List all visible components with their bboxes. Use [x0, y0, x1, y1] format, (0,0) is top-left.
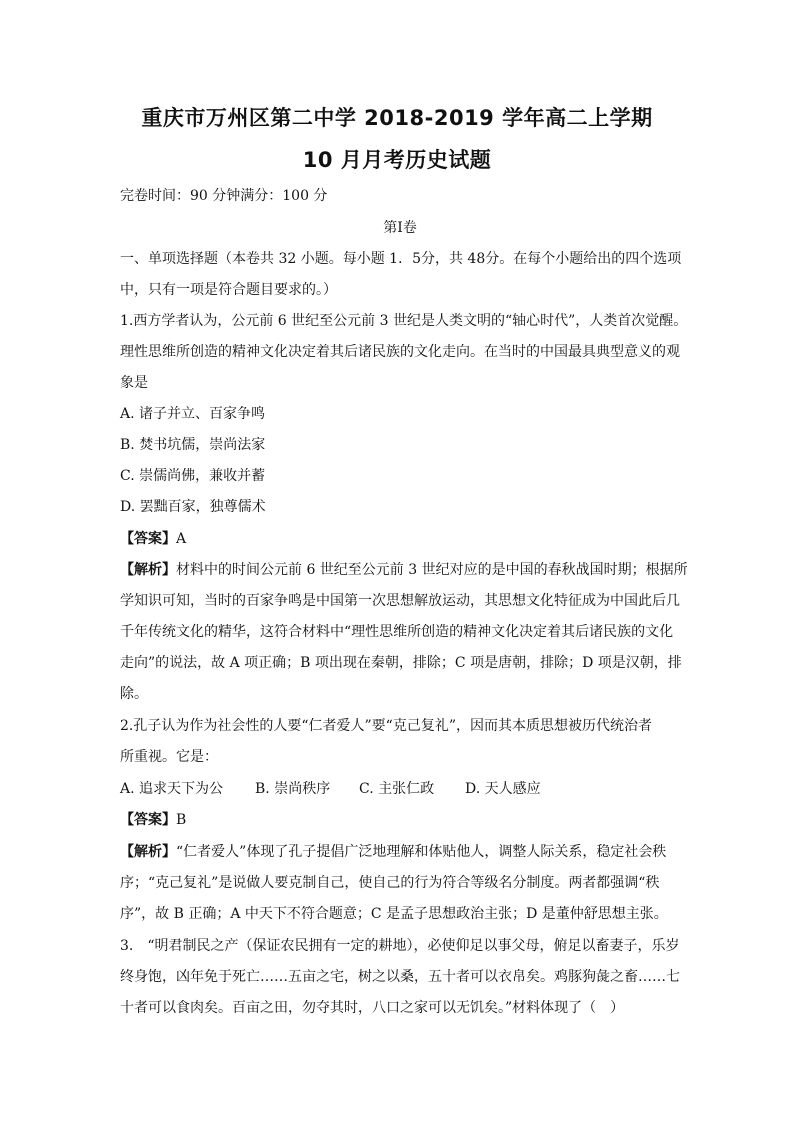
q2-analysis-line: 序；“克己复礼”是说做人要克制自己，使自己的行为符合等级名分制度。两者都强调“秩 — [120, 875, 660, 891]
q2-option-b: B. 崇尚秩序 — [255, 781, 331, 797]
q2-option-a: A. 追求天下为公 — [120, 781, 224, 797]
analysis-text: 材料中的时间公元前 6 世纪至公元前 3 世纪对应的是中国的春秋战国时期；根据所 — [176, 562, 688, 578]
page-title-line1: 重庆市万州区第二中学 2018-2019 学年高二上学期 — [141, 106, 653, 130]
q2-stem-line: 2.孔子认为作为社会性的人要“仁者爱人”要“克己复礼”，因而其本质思想被历代统治者 — [120, 718, 652, 734]
q3-stem-line: 终身饱，凶年免于死亡……五亩之宅，树之以桑，五十者可以衣帛矣。鸡豚狗彘之畜……七 — [120, 969, 680, 985]
q1-option-c: C. 崇儒尚佛，兼收并蓄 — [120, 468, 266, 484]
section-title: 第Ⅰ卷 — [383, 220, 417, 236]
q2-option-d: D. 天人感应 — [465, 781, 541, 797]
q1-option-a: A. 诸子并立、百家争鸣 — [120, 406, 266, 422]
q2-options-row — [120, 779, 680, 799]
page-title-line2: 10 月月考历史试题 — [302, 148, 492, 172]
q1-analysis-line — [120, 560, 688, 580]
answer-value: A — [176, 531, 187, 547]
instructions-line: 一、单项选择题（本卷共 32 小题。每小题 1．5分，共 48分。在每个小题给出的四个选项 — [120, 251, 682, 267]
q3-stem-line: 十者可以食肉矣。百亩之田，勿夺其时，八口之家可以无饥矣。”材料体现了（ ） — [120, 1000, 625, 1016]
q1-analysis-line: 走向”的说法，故 A 项正确；B 项出现在秦朝，排除；C 项是唐朝，排除；D 项是汉朝，排 — [120, 655, 682, 671]
exam-info: 完卷时间：90 分钟满分：100 分 — [120, 188, 328, 204]
analysis-text: “仁者爱人”体现了孔子提倡广泛地理解和体贴他人，调整人际关系，稳定社会秩 — [176, 844, 667, 860]
q1-stem-line: 象是 — [120, 375, 148, 391]
q1-option-b: B. 焚书坑儒，崇尚法家 — [120, 437, 266, 453]
q1-analysis-line: 除。 — [120, 686, 148, 702]
q3-stem-line: 3. “明君制民之产（保证农民拥有一定的耕地），必使仰足以事父母，俯足以畜妻子，乐岁 — [120, 938, 680, 954]
answer-label: 【答案】 — [120, 812, 176, 828]
answer-label: 【答案】 — [120, 531, 176, 547]
q2-analysis-line: 序”，故 B 正确；A 中天下不符合题意；C 是孟子思想政治主张；D 是董仲舒思想主张。 — [120, 906, 668, 922]
q1-analysis-line: 学知识可知，当时的百家争鸣是中国第一次思想解放运动，其思想文化特征成为中国此后几 — [120, 593, 680, 609]
q1-answer — [120, 529, 680, 549]
q2-stem-line: 所重视。它是： — [120, 749, 218, 765]
q1-analysis-line: 千年传统文化的精华，这符合材料中“理性思维所创造的精神文化决定着其后诸民族的文化 — [120, 624, 674, 640]
q1-stem-line: 理性思维所创造的精神文化决定着其后诸民族的文化走向。在当时的中国最具典型意义的观 — [120, 344, 680, 360]
q2-answer — [120, 810, 680, 830]
q1-option-d: D. 罢黜百家，独尊儒术 — [120, 499, 266, 515]
answer-value: B — [176, 812, 187, 828]
instructions-line: 中，只有一项是符合题目要求的。） — [120, 282, 337, 298]
analysis-label: 【解析】 — [120, 844, 176, 860]
q2-analysis-line — [120, 842, 680, 862]
q2-option-c: C. 主张仁政 — [359, 781, 435, 797]
q1-stem-line: 1.西方学者认为，公元前 6 世纪至公元前 3 世纪是人类文明的“轴心时代”，人类首次觉醒。 — [120, 313, 688, 329]
analysis-label: 【解析】 — [120, 562, 176, 578]
